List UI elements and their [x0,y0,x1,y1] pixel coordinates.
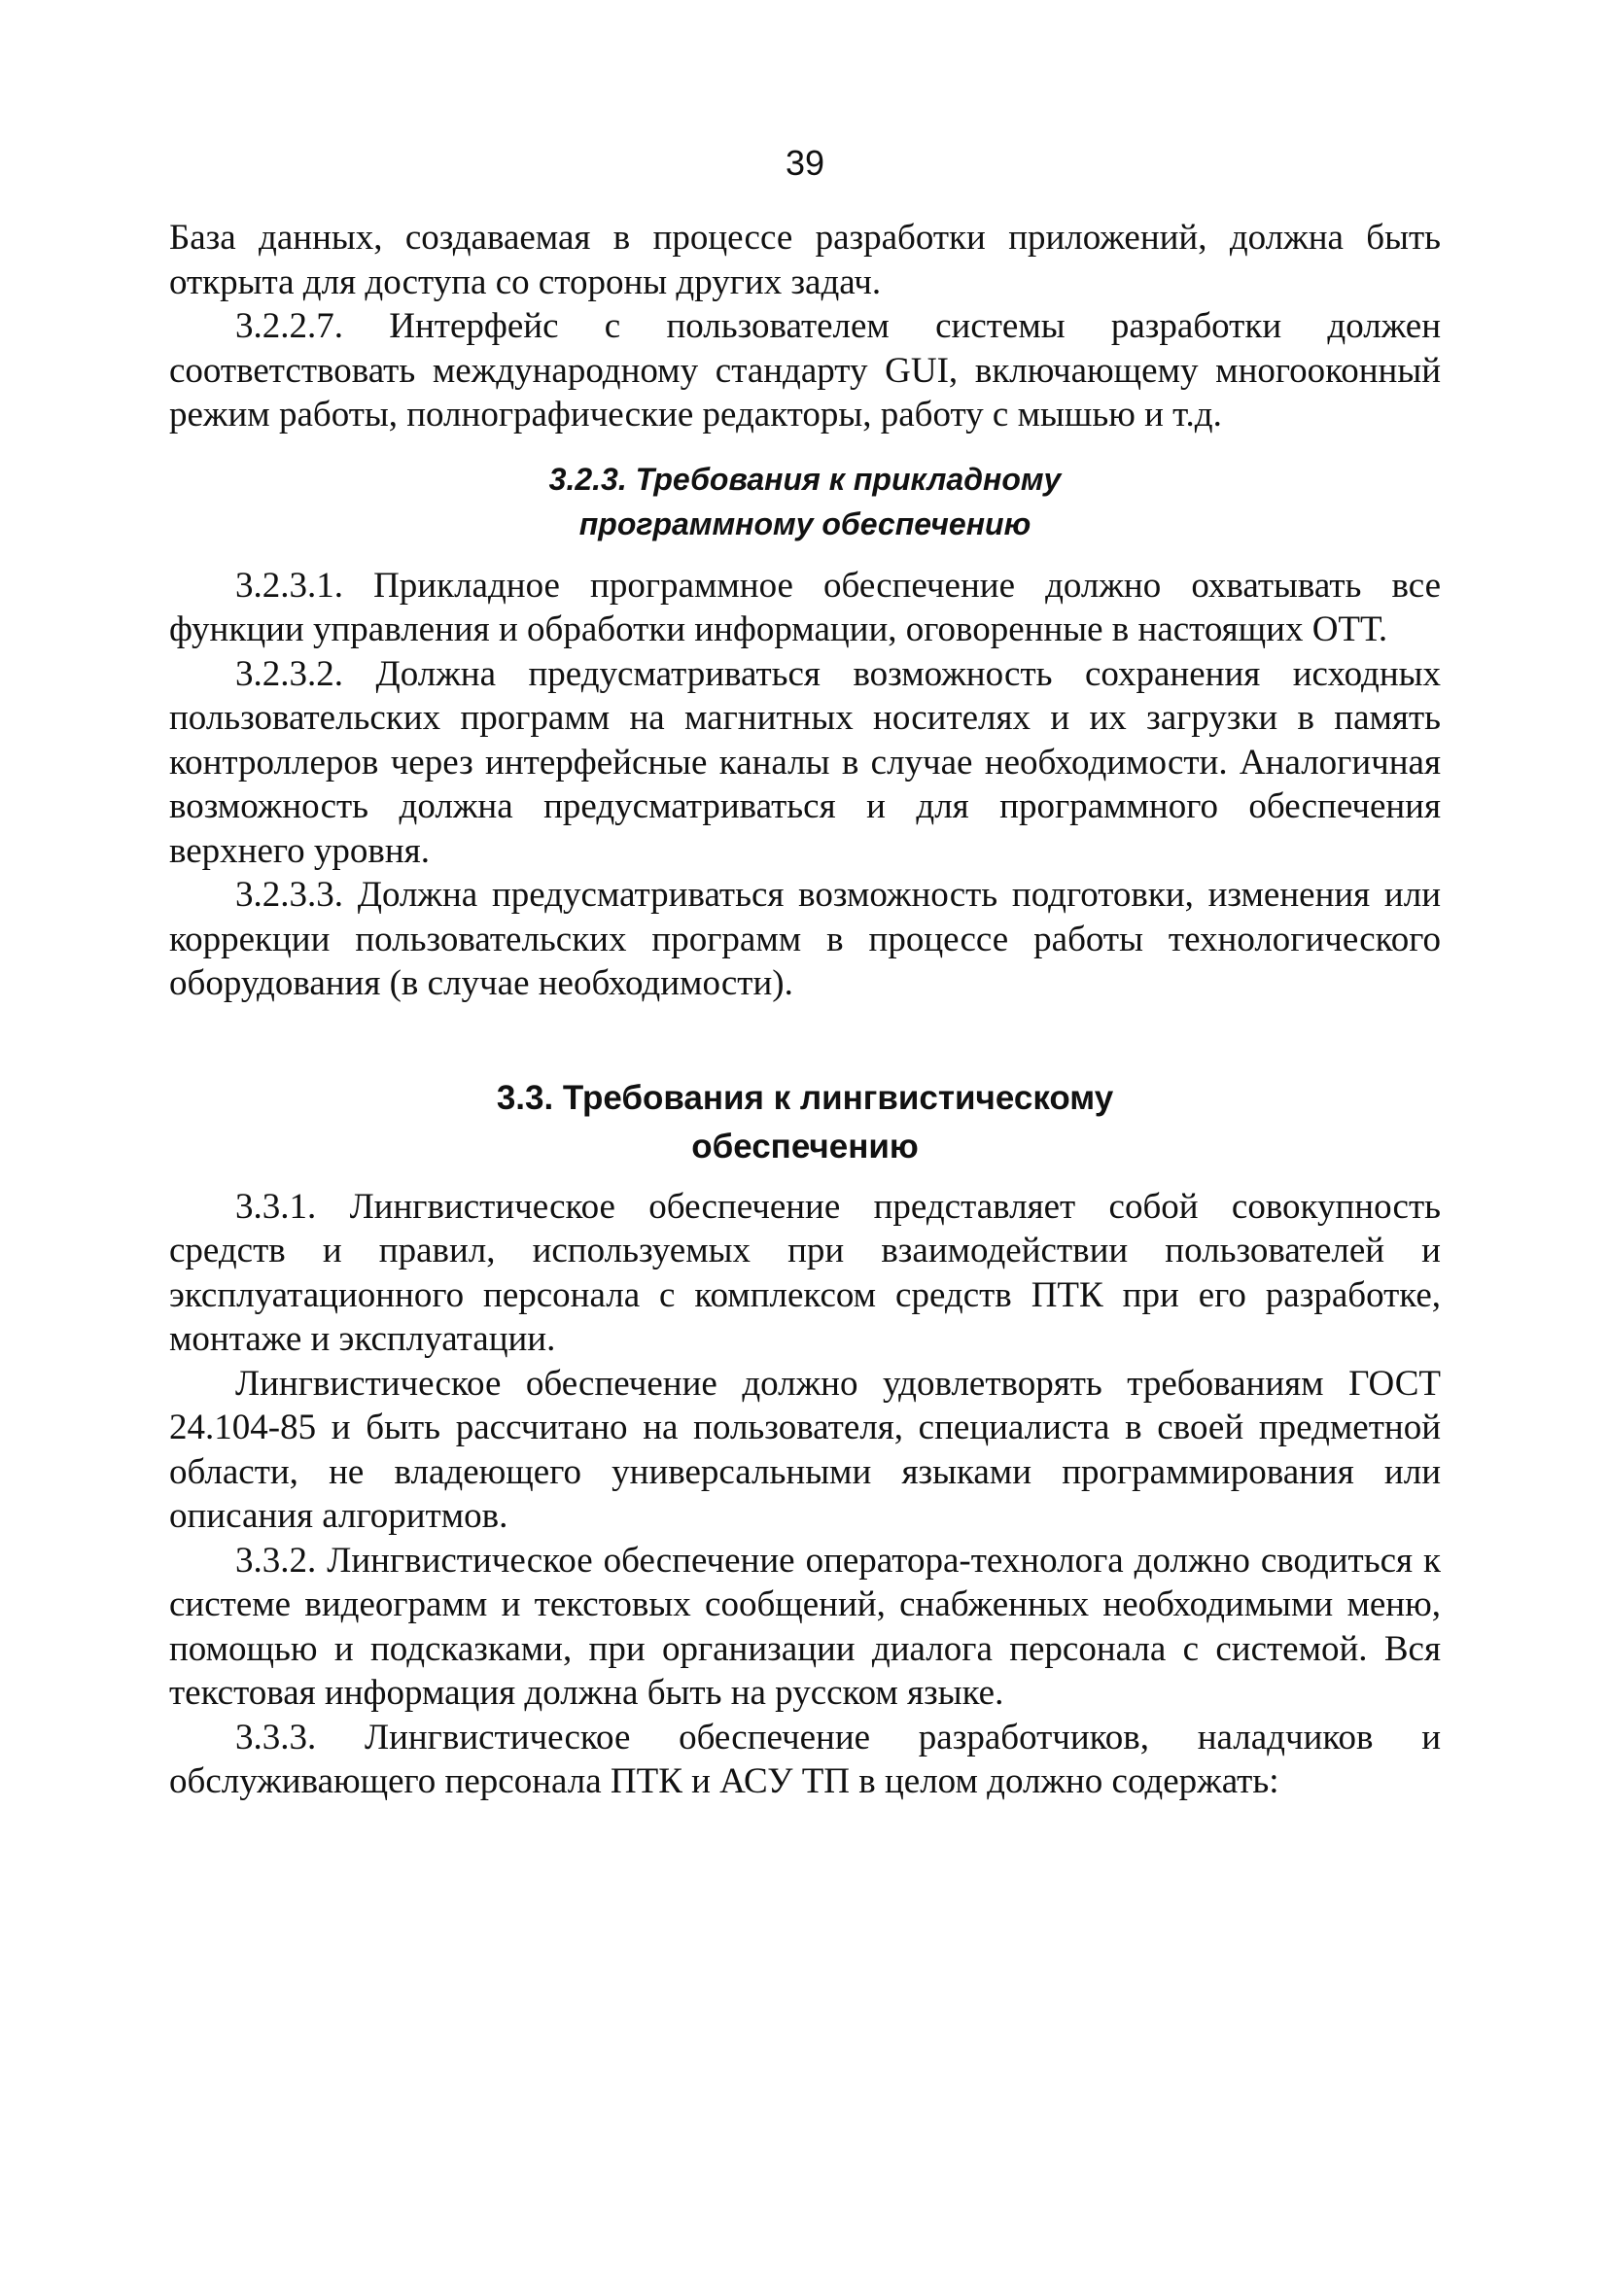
section-heading-line-2: обеспечению [691,1127,919,1165]
page-body [169,216,1441,1804]
paragraph-gost-requirements: Лингвистическое обеспечение должно удовлетворять требованиям ГОСТ 24.104-85 и быть рассчитано на пользователя, специалиста в своей предметной области, не владеющего универсальными языками программирования или описания алгоритмов. [169,1363,1441,1536]
paragraph-3-2-2-7: 3.2.2.7. Интерфейс с пользователем системы разработки должен соответствовать международному стандарту GUI, включающему многооконный режим работы, полнографические редакторы, работу с мышью и т.д. [169,306,1441,435]
paragraph-3-3-2: 3.3.2. Лингвистическое обеспечение оператора-технолога должно сводиться к системе видеограмм и текстовых сообщений, снабженных необходимыми меню, помощью и подсказками, при организации диалога персонала с системой. Вся текстовая информация должна быть на русском языке. [169,1540,1441,1713]
section-heading-3-3 [169,1074,1441,1171]
document-page [169,0,1441,2296]
subsection-heading-line-1: 3.2.3. Требования к прикладному [548,461,1062,497]
paragraph-3-3-1: 3.3.1. Лингвистическое обеспечение представляет собой совокупность средств и правил, используемых при взаимодействии пользователей и эксплуатационного персонала с комплексом средств ПТК при его разработке, монтаже и эксплуатации. [169,1186,1441,1359]
paragraph-3-3-3: 3.3.3. Лингвистическое обеспечение разработчиков, наладчиков и обслуживающего персонала ПТК и АСУ ТП в целом должно содержать: [169,1717,1441,1801]
paragraph-3-2-3-2: 3.2.3.2. Должна предусматриваться возможность сохранения исходных пользовательских программ на магнитных носителях и их загрузки в память контроллеров через интерфейсные каналы в случае необходимости. Аналогичная возможность должна предусматриваться и для программного обеспечения верхнего уровня. [169,653,1441,871]
paragraph-3-2-3-3: 3.2.3.3. Должна предусматриваться возможность подготовки, изменения или коррекции пользовательских программ в процессе работы технологического оборудования (в случае необходимости). [169,875,1441,1003]
paragraph-3-2-3-1: 3.2.3.1. Прикладное программное обеспечение должно охватывать все функции управления и обработки информации, оговоренные в настоящих ОТТ. [169,565,1441,649]
subsection-heading-line-2: программному обеспечению [578,505,1031,541]
subsection-heading-3-2-3 [169,457,1441,546]
page-number: 39 [785,143,825,183]
section-heading-line-1: 3.3. Требования к лингвистическому [496,1078,1114,1117]
paragraph-database: База данных, создаваемая в процессе разработки приложений, должна быть открыта для доступа со стороны других задач. [169,218,1441,302]
